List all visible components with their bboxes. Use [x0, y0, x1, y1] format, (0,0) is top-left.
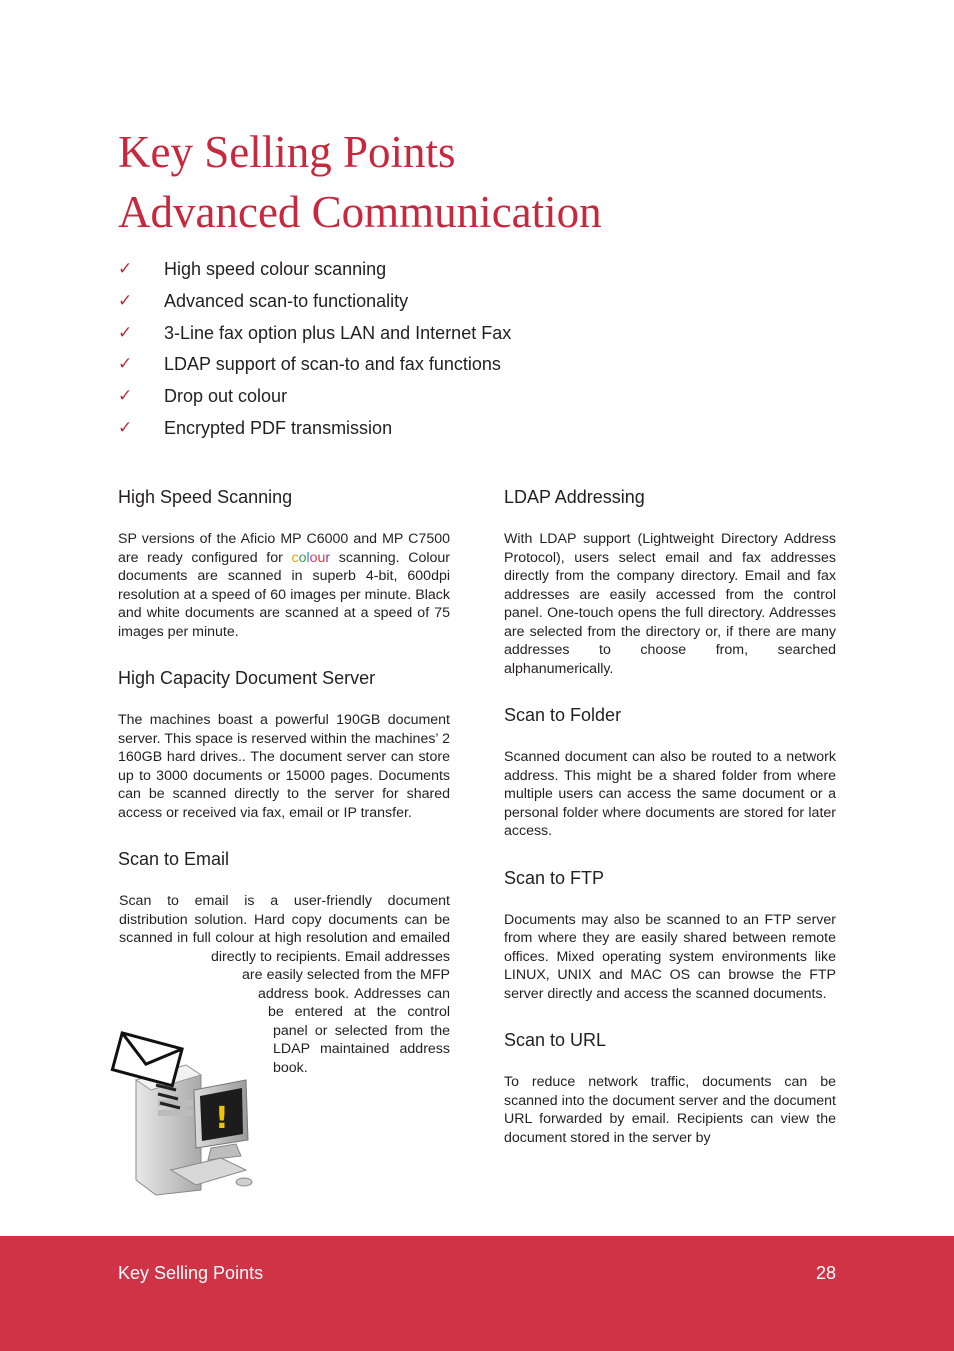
title-line-2: Advanced Communication: [118, 187, 602, 237]
check-icon: ✓: [118, 259, 133, 279]
section-heading: Scan to URL: [504, 1030, 607, 1050]
section-scan-to-folder: [504, 703, 836, 841]
check-icon: ✓: [118, 290, 133, 311]
section-heading: High Capacity Document Server: [118, 668, 376, 688]
check-icon: ✓: [118, 417, 133, 438]
checklist-item: ✓ High speed colour scanning: [118, 259, 387, 279]
section-body: To reduce network traffic, documents can be scanned into the document server and the document URL forwarded by email. Recipients can view the document stored in the server by: [504, 1074, 836, 1146]
section-high-speed-scanning: [118, 485, 450, 641]
colour-word: colour: [291, 549, 331, 566]
page-number: 28: [815, 1263, 836, 1283]
checklist-item: ✓ Advanced scan-to functionality: [118, 290, 409, 311]
section-heading: Scan to Folder: [504, 705, 622, 725]
section-body: Documents may also be scanned to an FTP server from where they are easily shared between remote offices. Mixed operating system environments like LINUX, UNIX and MAC OS can browse the FTP server directly and access the scanned documents.: [504, 911, 836, 1002]
left-column: [118, 485, 450, 1100]
section-body: Scan to email is a user-friendly document distribution solution. Hard copy documents can be scanned in full colour at high resolution and emailed directly to recipients. Email addresses are easily selected from the MFP address book. Addresses can be entered at the control panel or selected from the LDAP maintained address book.: [119, 893, 450, 1076]
page-title: [118, 122, 602, 242]
email-computer-icon: [96, 1030, 276, 1200]
section-scan-to-url: [504, 1028, 836, 1147]
footer-label: Key Selling Points: [118, 1263, 264, 1283]
checklist-item: ✓ LDAP support of scan-to and fax functions: [118, 354, 501, 375]
svg-text:!: !: [215, 1101, 229, 1136]
title-line-1: Key Selling Points: [118, 127, 456, 177]
section-body: Scanned document can also be routed to a network address. This might be a shared folder from where multiple users can access the same document or a personal folder where documents are stored for later access.: [504, 749, 836, 839]
section-document-server: [118, 666, 450, 822]
check-icon: ✓: [118, 322, 133, 343]
section-heading: LDAP Addressing: [504, 487, 645, 507]
section-heading: Scan to FTP: [504, 867, 605, 888]
page-footer: [0, 1236, 954, 1351]
right-column: [504, 485, 836, 1147]
section-ldap-addressing: [504, 485, 836, 678]
checklist-item: ✓ 3-Line fax option plus LAN and Internet Fax: [118, 322, 512, 343]
feature-checklist: [118, 257, 511, 448]
section-body: SP versions of the Aficio MP C6000 and MP C7500 are ready configured for colour scanning. Colour documents are scanned in superb 4-bit, 600dpi resolution at a speed of 60 images per minute. Black and white documents are scanned at a speed of 75 images per minute.: [118, 531, 450, 640]
checklist-item: ✓ Drop out colour: [118, 386, 288, 407]
section-body: With LDAP support (Lightweight Directory Address Protocol), users select email and fax addresses directly from the company directory. Email and fax addresses are easily accessed from the control panel. One-touch opens the full directory. Addresses are selected from the directory or, if there are many addresses to choose from, searched alphanumerically.: [504, 531, 836, 677]
check-icon: ✓: [118, 386, 133, 407]
section-heading: Scan to Email: [118, 849, 230, 869]
check-icon: ✓: [118, 354, 133, 375]
section-scan-to-ftp: [504, 866, 836, 1004]
section-heading: High Speed Scanning: [118, 487, 293, 507]
checklist-item: ✓ Encrypted PDF transmission: [118, 417, 393, 438]
section-body: The machines boast a powerful 190GB document server. This space is reserved within the machines’ 2 160GB hard drives.. The document server can store up to 3000 documents or 15000 pages. Documents can be scanned directly to the server for shared access or received via fax, email or IP transfer.: [118, 712, 450, 821]
